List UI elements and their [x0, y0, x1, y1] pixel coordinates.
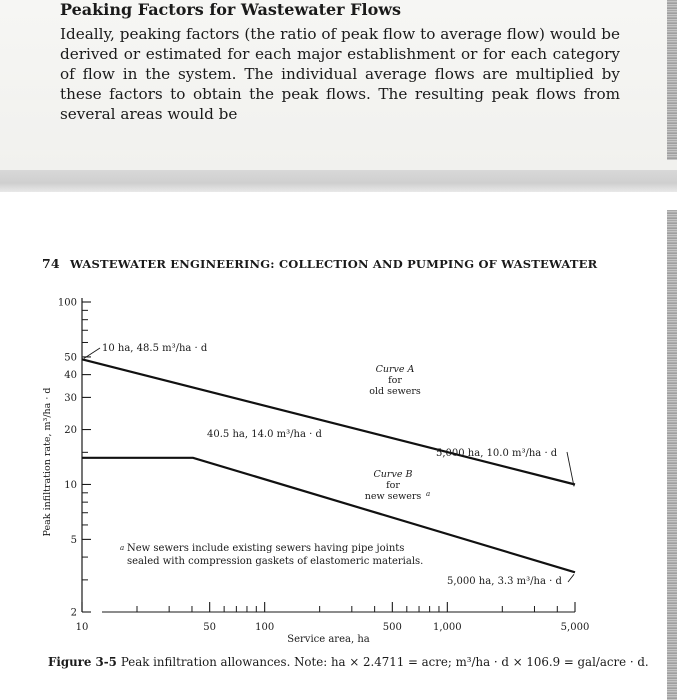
x-tick-label: 500 — [382, 622, 402, 633]
curve-label-a: old sewers — [369, 386, 421, 397]
y-tick-label: 5 — [70, 534, 77, 546]
footnote-mark: a — [426, 490, 431, 498]
section-paragraph: Ideally, peaking factors (the ratio of peak flow to average flow) would be derived or estimated for each major establishment or for each category of flow in the system. The individual average flows are multiplied by these factors to obtain the peak flows. The resulting peak flows from several areas would be — [60, 25, 620, 123]
y-tick-label: 20 — [64, 425, 77, 437]
y-axis-label: Peak infiltration rate, m³/ha · d — [42, 387, 53, 537]
x-tick-label: 5,000 — [560, 622, 590, 633]
annotation-leader — [84, 348, 100, 358]
figure-label: Figure 3-5 — [48, 655, 117, 669]
footnote-text: New sewers include existing sewers having pipe joints — [127, 543, 405, 554]
series-line-curve-a — [82, 359, 575, 484]
annotation-label: 5,000 ha, 10.0 m³/ha · d — [436, 448, 558, 459]
curve-label-b: new sewers — [364, 491, 422, 502]
curve-label-a: Curve A — [375, 364, 415, 375]
annotation-label: 5,000 ha, 3.3 m³/ha · d — [447, 576, 562, 587]
annotation-leader — [568, 574, 574, 582]
curve-label-a: for — [388, 375, 402, 386]
figure-caption-text: Peak infiltration allowances. Note: ha × 2.4711 = acre; m³/ha · d × 106.9 = gal/acre · d. — [120, 655, 649, 669]
annotation-label: 10 ha, 48.5 m³/ha · d — [102, 343, 208, 354]
page-number: 74 — [42, 256, 60, 271]
annotation-leader — [567, 452, 574, 486]
y-tick-label: 40 — [64, 370, 77, 382]
x-tick-label: 50 — [203, 622, 217, 633]
x-tick-label: 1,000 — [433, 622, 462, 633]
x-axis-label: Service area, ha — [287, 634, 370, 645]
y-tick-label: 10 — [64, 479, 77, 491]
annotation-label: 40.5 ha, 14.0 m³/ha · d — [207, 429, 322, 440]
y-tick-label: 2 — [70, 607, 77, 619]
y-tick-label: 100 — [57, 297, 77, 309]
curve-label-b: for — [386, 480, 400, 491]
running-head-title: WASTEWATER ENGINEERING: COLLECTION AND PUMPING OF WASTEWATER — [70, 257, 598, 271]
curve-label-b: Curve B — [373, 469, 413, 480]
footnote-text: sealed with compression gaskets of elastomeric materials. — [127, 556, 424, 567]
y-tick-label: 50 — [64, 352, 77, 364]
y-tick-label: 30 — [64, 392, 77, 404]
section-heading: Peaking Factors for Wastewater Flows — [60, 0, 402, 19]
x-tick-label: 10 — [75, 622, 89, 633]
figure-caption — [48, 655, 649, 669]
x-tick-label: 100 — [255, 622, 275, 633]
footnote-mark: a — [120, 544, 125, 552]
